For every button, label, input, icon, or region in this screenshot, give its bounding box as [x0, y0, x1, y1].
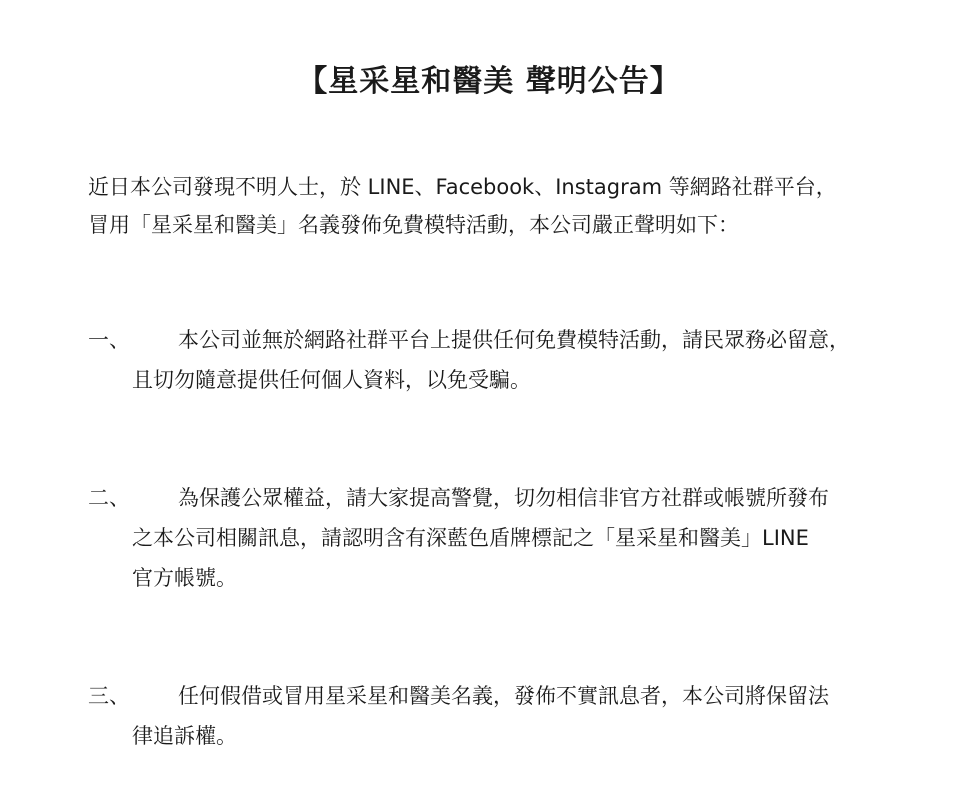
statement-item-1 — [88, 320, 908, 400]
item-number: 一、 — [88, 328, 130, 352]
item-text-line: 律追訴權。 — [132, 724, 237, 748]
item-text-line: 本公司並無於網路社群平台上提供任何免費模特活動，請民眾務必留意， — [178, 328, 850, 352]
statement-item-3 — [88, 676, 908, 756]
item-number: 三、 — [88, 684, 130, 708]
intro-line: 近日本公司發現不明人士，於 LINE、Facebook、Instagram 等網路社群平台， — [88, 175, 837, 199]
item-text-line: 且切勿隨意提供任何個人資料，以免受騙。 — [132, 368, 531, 392]
item-text-line: 為保護公眾權益，請大家提高警覺，切勿相信非官方社群或帳號所發布 — [178, 486, 829, 510]
item-text-line: 官方帳號。 — [132, 566, 237, 590]
page-title: 【星采星和醫美 聲明公告】 — [297, 64, 681, 99]
item-number: 二、 — [88, 486, 130, 510]
intro-line: 冒用「星采星和醫美」名義發佈免費模特活動，本公司嚴正聲明如下： — [88, 213, 739, 237]
item-text-line: 任何假借或冒用星采星和醫美名義，發佈不實訊息者，本公司將保留法 — [178, 684, 829, 708]
item-text-line: 之本公司相關訊息，請認明含有深藍色盾牌標記之「星采星和醫美」LINE — [132, 526, 809, 550]
statement-item-2 — [88, 478, 908, 598]
intro-paragraph — [88, 168, 908, 244]
